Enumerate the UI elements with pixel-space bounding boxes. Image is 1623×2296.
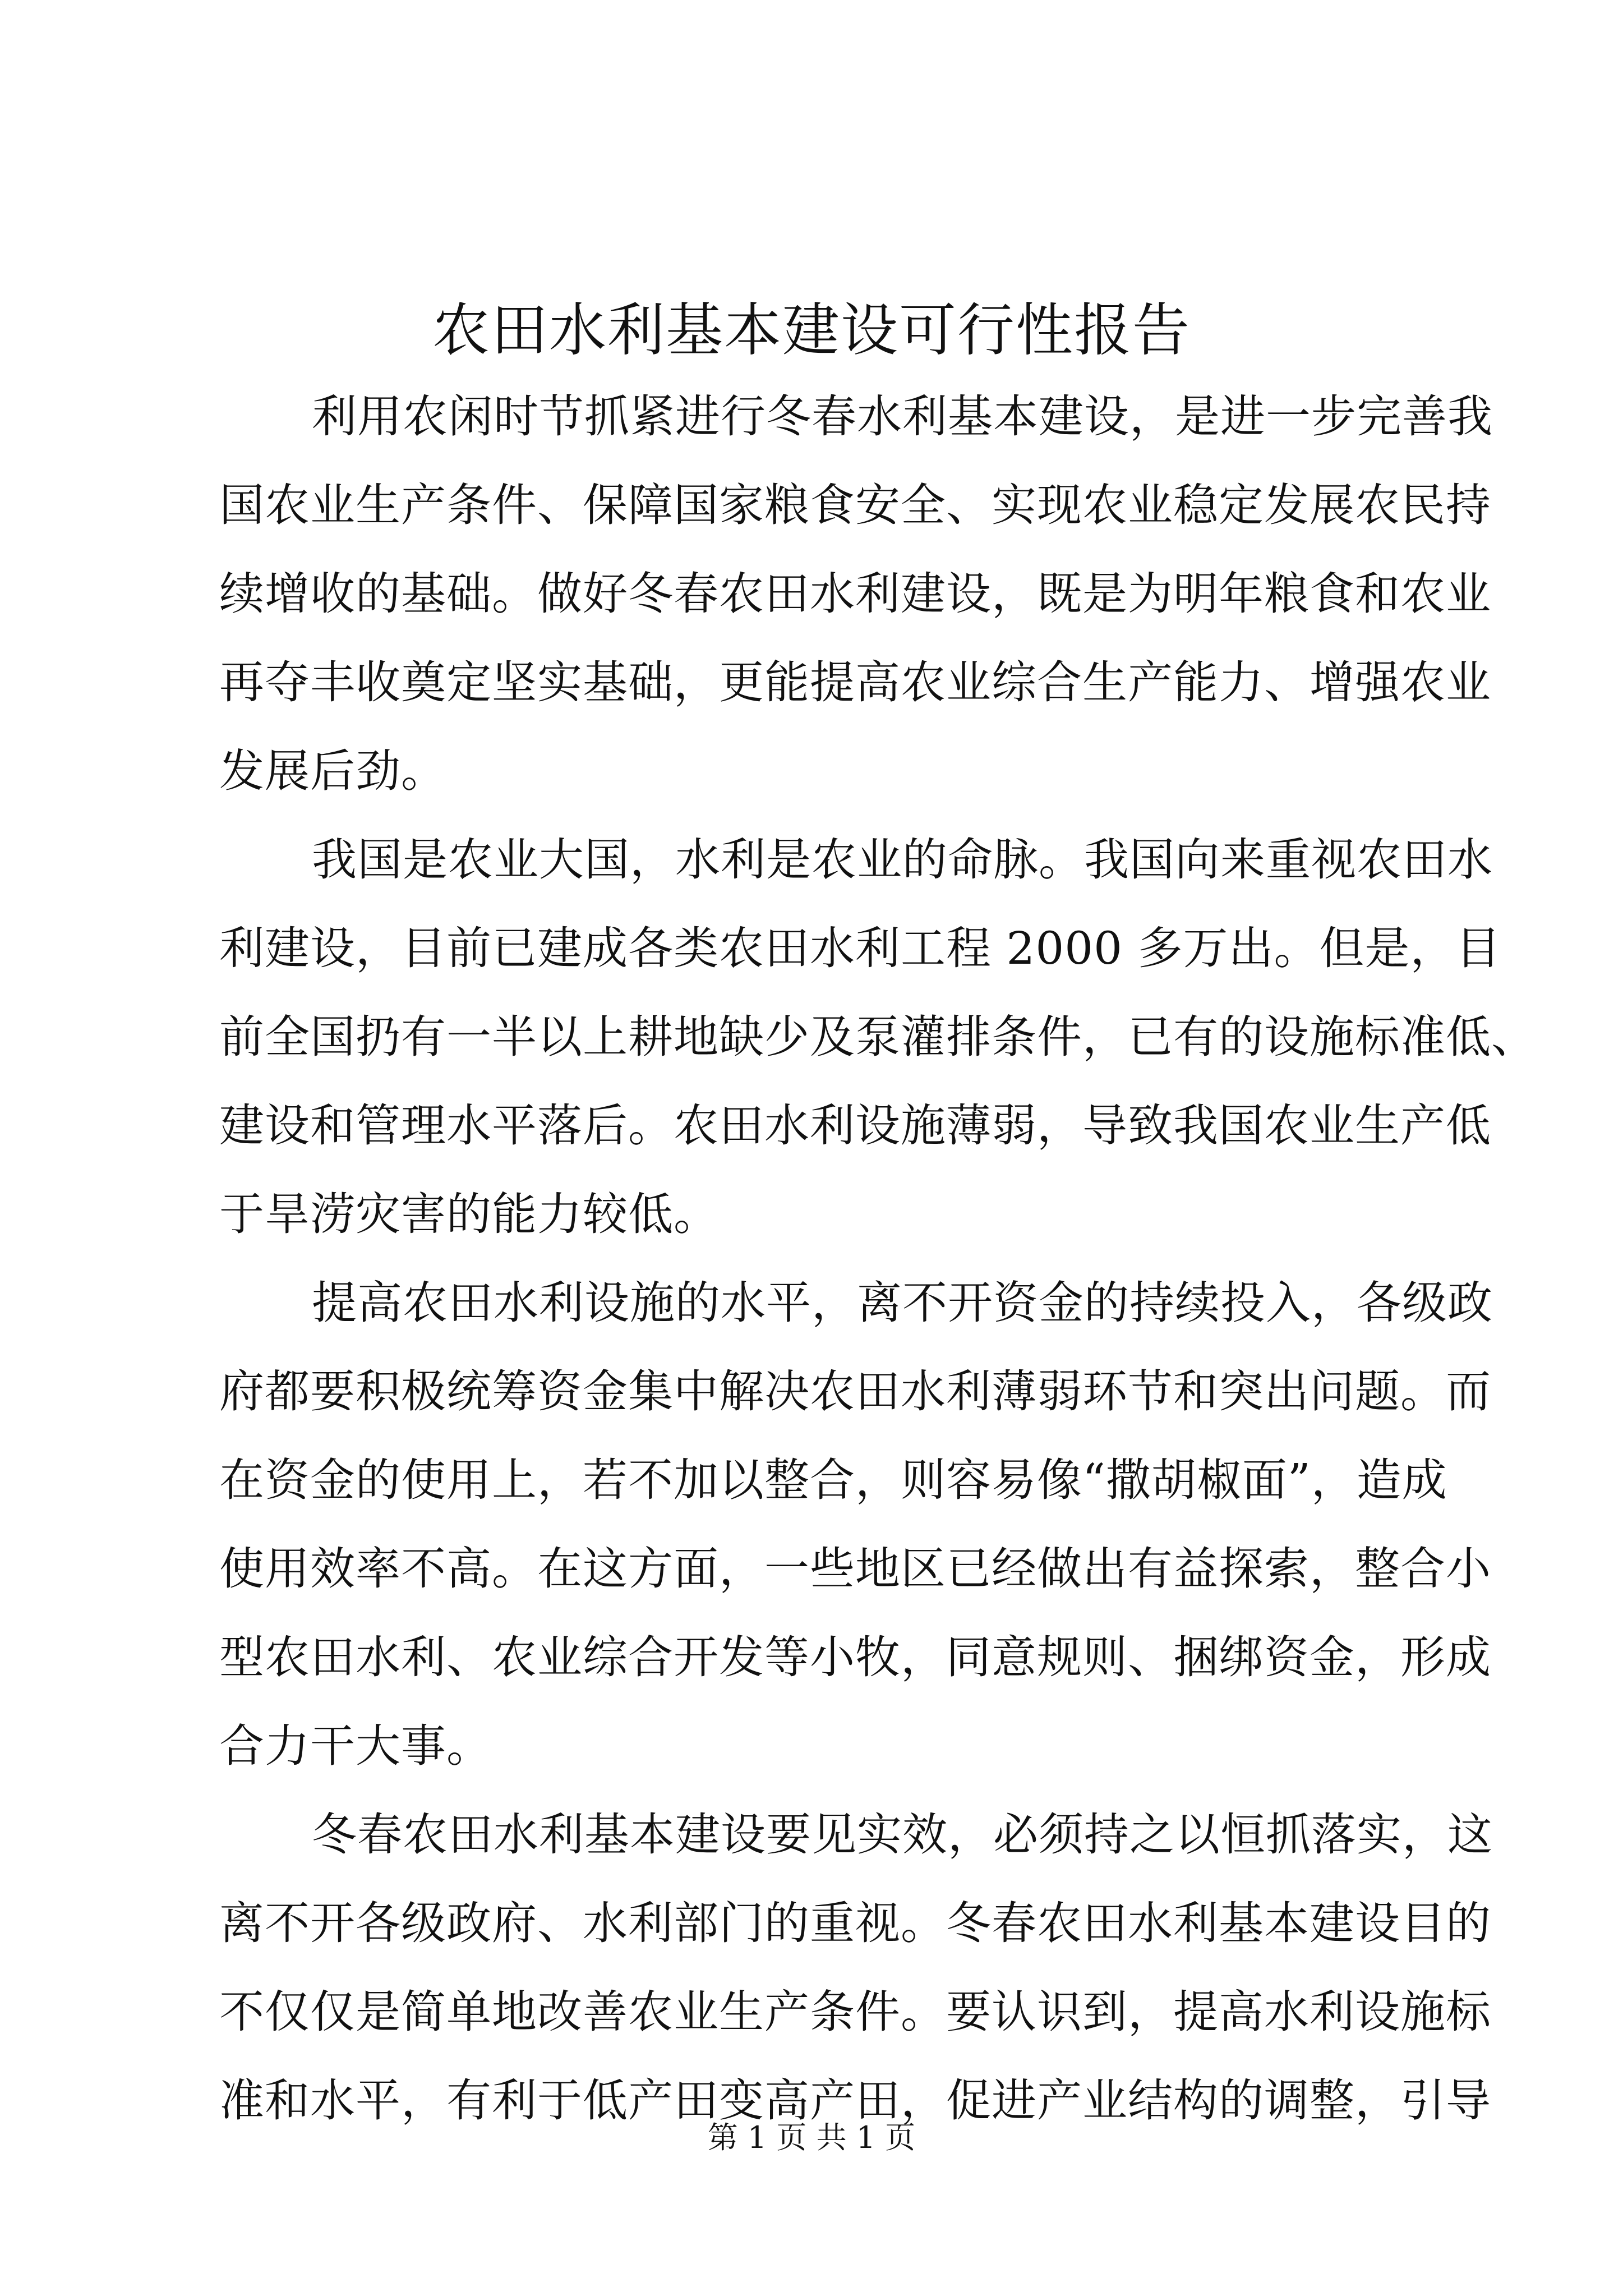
text-line: 在资金的使用上，若不加以整合，则容易像“撒胡椒面”，造成 <box>219 1454 1447 1506</box>
text-line: 再夺丰收奠定坚实基础，更能提高农业综合生产能力、增强农业 <box>219 656 1491 708</box>
text-line: 提高农田水利设施的水平，离不开资金的持续投入，各级政 <box>312 1277 1493 1329</box>
text-line: 离不开各级政府、水利部门的重视。冬春农田水利基本建设目的 <box>219 1897 1491 1949</box>
text-line: 续增收的基础。做好冬春农田水利建设，既是为明年粮食和农业 <box>219 568 1491 620</box>
text-line: 冬春农田水利基本建设要见实效，必须持之以恒抓落实，这 <box>312 1809 1493 1861</box>
paragraph-4 <box>219 1791 1493 2145</box>
text-line: 型农田水利、农业综合开发等小牧，同意规则、捆绑资金，形成 <box>219 1631 1491 1683</box>
text-line: 发展后劲。 <box>219 745 446 797</box>
text-line: 我国是农业大国，水利是农业的命脉。我国向来重视农田水 <box>312 834 1493 886</box>
text-line: 不仅仅是简单地改善农业生产条件。要认识到，提高水利设施标 <box>219 1986 1491 2038</box>
paragraph-3 <box>219 1259 1493 1791</box>
document-title: 农田水利基本建设可行性报告 <box>432 297 1191 364</box>
text-line: 合力干大事。 <box>219 1720 492 1772</box>
text-line: 利建设，目前已建成各类农田水利工程 2000 多万出。但是，目 <box>219 922 1501 974</box>
text-line: 建设和管理水平落后。农田水利设施薄弱，导致我国农业生产低 <box>219 1099 1491 1152</box>
text-line: 利用农闲时节抓紧进行冬春水利基本建设，是进一步完善我 <box>312 390 1493 443</box>
text-line: 前全国扔有一半以上耕地缺少及泵灌排条件，已有的设施标准低、 <box>219 1011 1537 1063</box>
page-footer: 第 1 页 共 1 页 <box>707 2120 916 2155</box>
text-line: 使用效率不高。在这方面，一些地区已经做出有益探索，整合小 <box>219 1543 1491 1595</box>
text-line: 府都要积极统筹资金集中解决农田水利薄弱环节和突出问题。而 <box>219 1365 1491 1418</box>
paragraph-2 <box>219 816 1537 1259</box>
paragraph-1 <box>219 372 1493 816</box>
text-line: 于旱涝灾害的能力较低。 <box>219 1188 719 1240</box>
text-line: 国农业生产条件、保障国家粮食安全、实现农业稳定发展农民持 <box>219 479 1491 531</box>
text-line: 准和水平，有利于低产田变高产田，促进产业结构的调整，引导 <box>219 2074 1491 2127</box>
document-body <box>219 372 1537 2145</box>
